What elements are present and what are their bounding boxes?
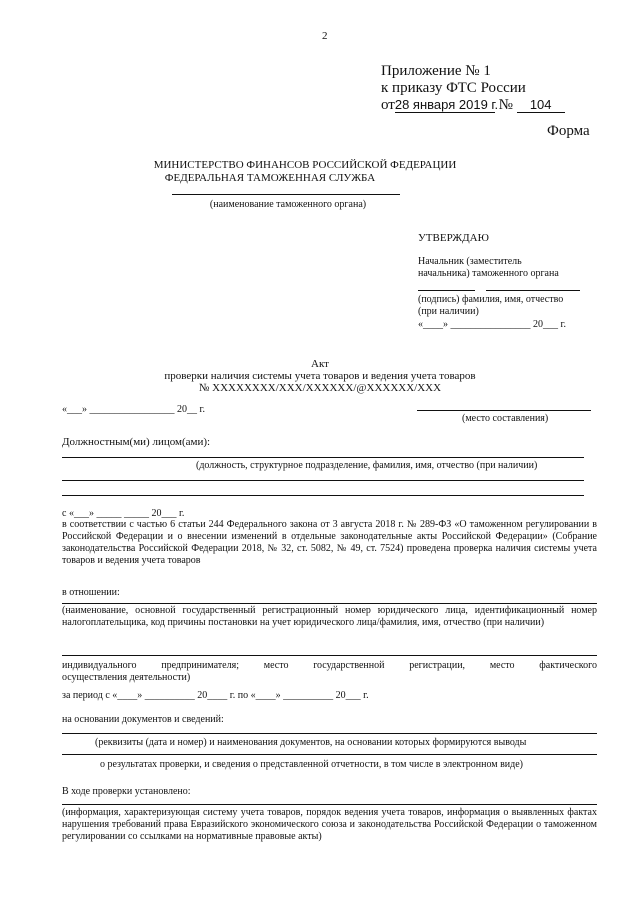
signature-line [418, 290, 475, 291]
service-name: ФЕДЕРАЛЬНАЯ ТАМОЖЕННАЯ СЛУЖБА [164, 172, 376, 184]
documents-label: на основании документов и сведений: [62, 714, 224, 725]
regarding-caption-3: осуществления деятельности) [62, 672, 191, 683]
appendix-date-row [381, 96, 565, 114]
officials-caption: (должность, структурное подразделение, фамилия, имя, отчество (при наличии) [196, 460, 538, 471]
page-number: 2 [322, 30, 328, 42]
signature-caption-2: (при наличии) [418, 306, 479, 317]
documents-line-2 [62, 754, 597, 755]
period-line: за период с «____» __________ 20____ г. по «____» __________ 20___ г. [62, 690, 369, 701]
organ-line [172, 194, 400, 195]
appendix-order: к приказу ФТС России [381, 80, 526, 96]
regarding-caption: (наименование, основной государственный регистрационный номер юридического лица, идентификационный номер налогоплательщика, код причины постановки на учет юридического лица/фамилия, имя, отчество (при наличии) [62, 605, 597, 628]
ministry-name: МИНИСТЕРСТВО ФИНАНСОВ РОССИЙСКОЙ ФЕДЕРАЦИИ [153, 159, 457, 171]
officials-line-3 [62, 495, 584, 496]
regarding-line-2 [62, 655, 597, 656]
documents-caption-2: о результатах проверки, и сведения о представленной отчетности, в том числе в электронном виде) [100, 759, 524, 770]
act-subtitle: проверки наличия системы учета товаров и ведения учета товаров [164, 370, 476, 382]
organ-caption: (наименование таможенного органа) [209, 199, 367, 210]
officials-line-2 [62, 480, 584, 481]
approval-date: «____» ________________ 20___ г. [418, 319, 566, 330]
signature-caption: (подпись) фамилия, имя, отчество [418, 294, 564, 305]
appendix-number: 104 [517, 98, 565, 113]
findings-label: В ходе проверки установлено: [62, 786, 191, 797]
appendix-title: Приложение № 1 [381, 63, 491, 79]
regarding-line-1 [62, 603, 597, 604]
place-line [417, 410, 591, 411]
act-number: № XXXXXXXX/XXX/XXXXXX/@XXXXXX/XXX [198, 382, 442, 394]
regarding-label: в отношении: [62, 587, 120, 598]
approval-position-2: начальника) таможенного органа [418, 268, 559, 279]
officials-line-1 [62, 457, 584, 458]
documents-line-1 [62, 733, 597, 734]
legal-text: в соответствии с частью 6 статьи 244 Федерального закона от 3 августа 2018 г. № 289-ФЗ «О таможенном регулировании в Российской Федерации и о внесении изменений в отдельные законодательные акты Российской Федерации» (Собрание законодательства Российской Федерации 2018, № 32, ст. 5082, № 49, ст. 7524) проведена проверка наличия системы учета товаров и ведения учета товаров [62, 519, 597, 566]
findings-caption: (информация, характеризующая систему учета товаров, порядок ведения учета товаров, информация о выявленных фактах нарушения требований права Евразийского экономического союза и законодательства Российской Федерации о таможенном регулировании со ссылками на нормативные правовые акты) [62, 807, 597, 842]
period-from: с «___» _____ _____ 20___ г. [62, 508, 185, 519]
regarding-caption-2: индивидуального предпринимателя; место государственной регистрации, место фактического [62, 660, 597, 671]
appendix-date-prefix: от [381, 97, 395, 113]
appendix-number-prefix: № [498, 97, 513, 113]
form-label: Форма [547, 123, 590, 139]
officials-label: Должностным(ми) лицом(ами): [62, 436, 211, 448]
act-date: «___» _________________ 20__ г. [62, 404, 205, 415]
name-line [486, 290, 580, 291]
documents-caption-1: (реквизиты (дата и номер) и наименования документов, на основании которых формируются выводы [95, 737, 527, 748]
appendix-date: 28 января 2019 г. [394, 97, 499, 112]
place-caption: (место составления) [462, 413, 549, 424]
act-title: Акт [311, 358, 329, 370]
findings-line [62, 804, 597, 805]
approval-title: УТВЕРЖДАЮ [418, 232, 489, 244]
approval-position-1: Начальник (заместитель [418, 256, 522, 267]
